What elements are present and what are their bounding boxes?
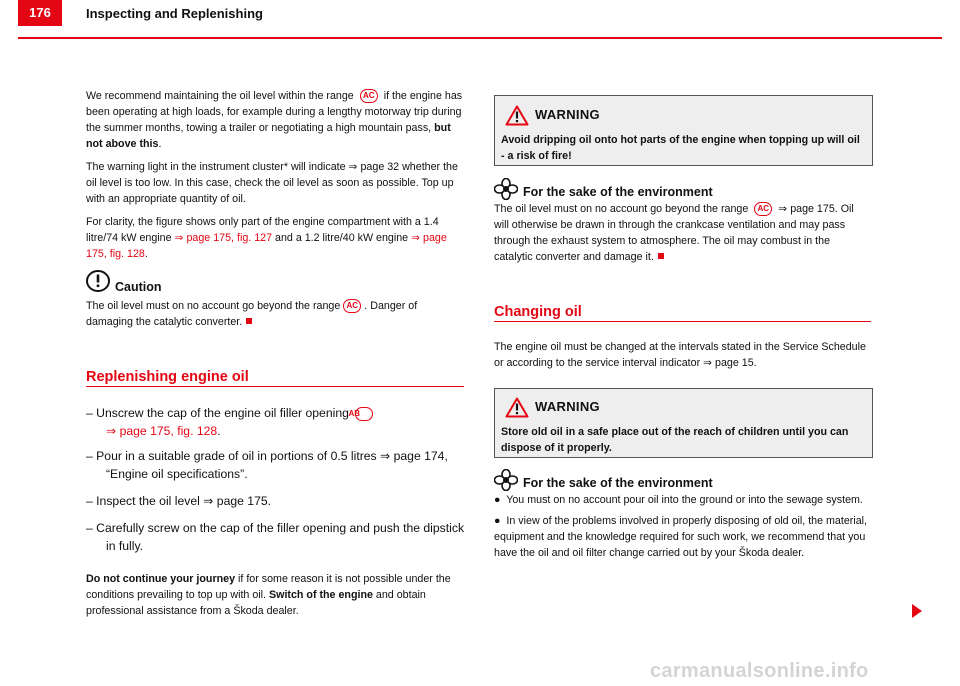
warning-heading: WARNING bbox=[535, 399, 600, 414]
fig-128-link[interactable]: ⇒ page 175, fig. 128 bbox=[86, 232, 447, 260]
fig-127-link[interactable]: ⇒ page 175, fig. 127 bbox=[174, 232, 273, 244]
environment-heading: For the sake of the environment bbox=[523, 185, 713, 199]
page-number: 176 bbox=[18, 0, 62, 26]
warning-light-paragraph: The warning light in the instrument cluster* will indicate ⇒ page 32 whether the oil level is too low. In this case, check the oil level as soon as possible. Top up with an appropriate quantity of oil. bbox=[86, 161, 458, 205]
caution-text-2: . Danger of damaging the catalytic converter. bbox=[86, 300, 418, 328]
intro-period: . bbox=[158, 138, 162, 150]
note-text-2: and obtain professional assistance from a Škoda dealer. bbox=[86, 589, 426, 617]
environment-text bbox=[494, 201, 871, 265]
changing-oil-text: The engine oil must be changed at the intervals stated in the Service Schedule or according to the service interval indicator ⇒ page 15. bbox=[494, 341, 866, 369]
journey-note bbox=[86, 571, 471, 619]
bullet-icon: ● bbox=[494, 515, 501, 527]
bullet-icon: ● bbox=[494, 494, 501, 506]
replenishing-steps bbox=[86, 404, 471, 555]
clarity-paragraph bbox=[86, 214, 464, 262]
warning-triangle-icon bbox=[505, 397, 529, 423]
caution-heading: Caution bbox=[115, 280, 162, 294]
caution-text-1: The oil level must on no account go beyond the range bbox=[86, 300, 341, 312]
section-divider bbox=[494, 321, 871, 322]
clarity-period: . bbox=[144, 248, 148, 260]
environment-heading: For the sake of the environment bbox=[523, 476, 713, 490]
step-1-text: – Unscrew the cap of the engine oil filler opening bbox=[86, 406, 349, 420]
continue-arrow-icon[interactable] bbox=[911, 604, 923, 623]
watermark: carmanualsonline.info bbox=[650, 660, 869, 682]
warning-text: Avoid dripping oil onto hot parts of the engine when topping up will oil - a risk of fire! bbox=[501, 134, 860, 162]
warning-box bbox=[494, 388, 873, 458]
warning-heading: WARNING bbox=[535, 107, 600, 122]
header-divider bbox=[18, 37, 942, 39]
intro-bold: but not above this bbox=[86, 122, 451, 150]
range-ac-badge: AC bbox=[360, 89, 378, 103]
filler-ab-badge: AB bbox=[355, 407, 373, 421]
note-text-1: if for some reason it is not possible under the conditions prevailing to top up with oil. bbox=[86, 573, 451, 601]
page-title: Inspecting and Replenishing bbox=[86, 6, 263, 21]
bullet-text: You must on no account pour oil into the ground or into the sewage system. bbox=[506, 494, 863, 506]
section-divider bbox=[86, 386, 464, 387]
clarity-text-1: For clarity, the figure shows only part of the engine compartment with a 1.4 litre/74 kW engine bbox=[86, 216, 439, 244]
bullet-text: In view of the problems involved in properly disposing of old oil, the material, equipment and the knowledge required for such work, we recommend that you have the oil and oil filter change carried out by your Škoda dealer. bbox=[494, 515, 868, 559]
env1-text-2: ⇒ page 175. Oil will otherwise be drawn in through the crankcase ventilation and may pass through the exhaust system to atmosphere. The oil may combust in the catalytic converter and damage it. bbox=[494, 203, 854, 263]
warning-box bbox=[494, 95, 873, 166]
environment-bullets bbox=[494, 492, 871, 561]
clarity-text-2: and a 1.2 litre/40 kW engine bbox=[275, 232, 409, 244]
range-ac-badge: AC bbox=[754, 202, 772, 216]
replenishing-heading: Replenishing engine oil bbox=[86, 369, 249, 385]
changing-oil-heading: Changing oil bbox=[494, 304, 582, 320]
step-item bbox=[86, 404, 471, 440]
caution-icon bbox=[86, 270, 110, 297]
bullet-item bbox=[494, 513, 871, 561]
warning-text: Store old oil in a safe place out of the reach of children until you can dispose of it properly. bbox=[501, 426, 849, 454]
caution-text bbox=[86, 298, 464, 330]
note-bold-1: Do not continue your journey bbox=[86, 573, 236, 585]
note-bold-2: Switch of the engine bbox=[269, 589, 373, 601]
step-item: – Inspect the oil level ⇒ page 175. bbox=[86, 494, 272, 508]
left-column bbox=[86, 88, 464, 262]
end-marker bbox=[658, 253, 664, 259]
step-item: – Carefully screw on the cap of the filler opening and push the dipstick in fully. bbox=[86, 521, 465, 553]
step-item: – Pour in a suitable grade of oil in portions of 0.5 litres ⇒ page 174, “Engine oil specifications”. bbox=[86, 449, 448, 481]
env1-text-1: The oil level must on no account go beyond the range bbox=[494, 203, 749, 215]
intro-paragraph bbox=[86, 88, 464, 152]
intro-text-1: We recommend maintaining the oil level within the range bbox=[86, 90, 354, 102]
end-marker bbox=[246, 318, 252, 324]
bullet-item bbox=[494, 492, 871, 508]
step-1-period: . bbox=[217, 424, 221, 438]
intro-text-2: if the engine has been operating at high loads, for example during a lengthy motorway trip during the summer months, towing a trailer or negotiating a high mountain pass, bbox=[86, 90, 463, 134]
fig-128-link[interactable]: ⇒ page 175, fig. 128 bbox=[106, 424, 218, 438]
range-ac-badge: AC bbox=[343, 299, 361, 313]
warning-triangle-icon bbox=[505, 105, 529, 131]
